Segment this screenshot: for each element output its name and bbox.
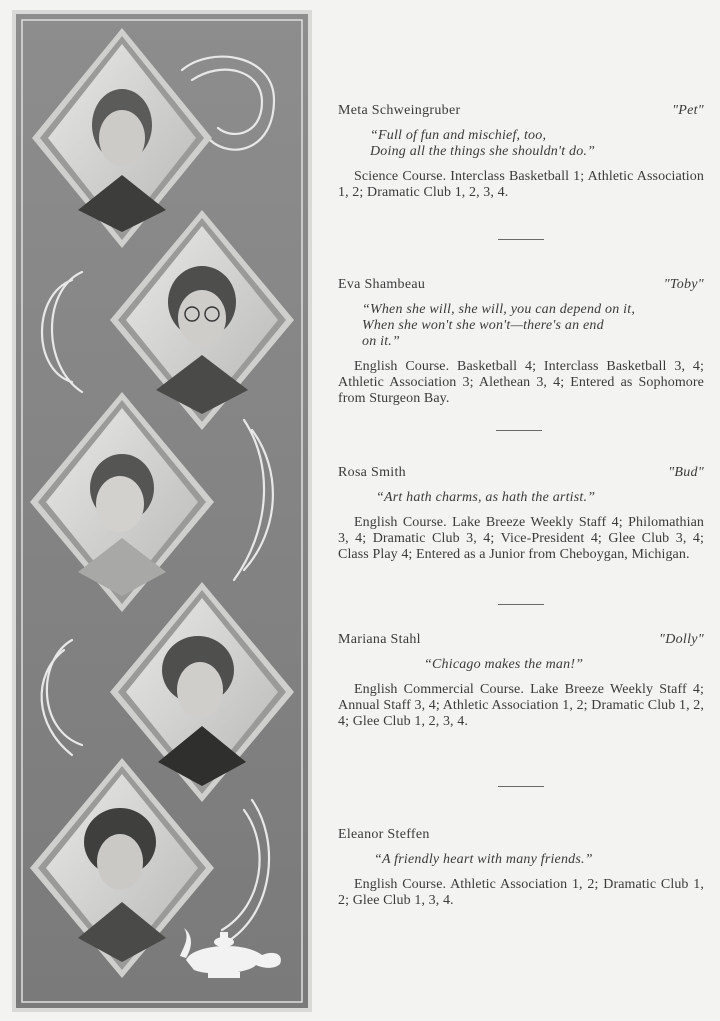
student-nickname: "Pet" xyxy=(672,103,704,118)
student-quote: “Art hath charms, as hath the artist.” xyxy=(376,490,596,505)
student-quote: “Chicago makes the man!” xyxy=(424,657,584,672)
entry-mariana-stahl xyxy=(338,631,704,730)
student-entries xyxy=(338,0,704,1021)
student-details: Science Course. Interclass Basketball 1; Athletic Association 1, 2; Dramatic Club 1, 2, 3, 4. xyxy=(338,169,704,200)
portrait-collage xyxy=(12,10,312,1012)
student-nickname: "Bud" xyxy=(668,465,704,480)
student-name: Eva Shambeau xyxy=(338,277,426,292)
section-divider xyxy=(496,430,542,431)
entry-eva-shambeau xyxy=(338,276,704,407)
student-name: Mariana Stahl xyxy=(338,632,421,647)
photo-panel xyxy=(12,10,312,1012)
student-quote: “A friendly heart with many friends.” xyxy=(374,852,593,867)
student-name: Meta Schweingruber xyxy=(338,103,461,118)
entry-eleanor-steffen xyxy=(338,826,704,909)
student-quote: “Full of fun and mischief, too, Doing all the things she shouldn't do.” xyxy=(370,128,596,159)
student-name: Rosa Smith xyxy=(338,465,406,480)
student-details: English Course. Athletic Association 1, 2; Dramatic Club 1, 2; Glee Club 1, 3, 4. xyxy=(338,877,704,908)
student-nickname: "Dolly" xyxy=(659,632,704,647)
student-quote: “When she will, she will, you can depend on it, When she won't she won't—there's an end on it.” xyxy=(362,302,636,349)
student-name: Eleanor Steffen xyxy=(338,827,430,842)
entry-meta-schweingruber xyxy=(338,102,704,201)
entry-rosa-smith xyxy=(338,464,704,563)
student-details: English Course. Lake Breeze Weekly Staff 4; Philomathian 3, 4; Dramatic Club 3, 4; Vice-President 4; Glee Club 3, 4; Class Play 4; Entered as a Junior from Cheboygan, Michigan. xyxy=(338,515,704,562)
student-details: English Commercial Course. Lake Breeze Weekly Staff 4; Annual Staff 3, 4; Athletic Association 1, 2; Dramatic Club 1, 2, 4; Glee Club 1, 2, 3, 4. xyxy=(338,682,704,729)
section-divider xyxy=(498,604,544,605)
section-divider xyxy=(498,786,544,787)
student-details: English Course. Basketball 4; Interclass Basketball 3, 4; Athletic Association 3; Alethean 3, 4; Entered as Sophomore from Sturgeon Bay. xyxy=(338,359,704,406)
student-nickname: "Toby" xyxy=(663,277,704,292)
section-divider xyxy=(498,239,544,240)
